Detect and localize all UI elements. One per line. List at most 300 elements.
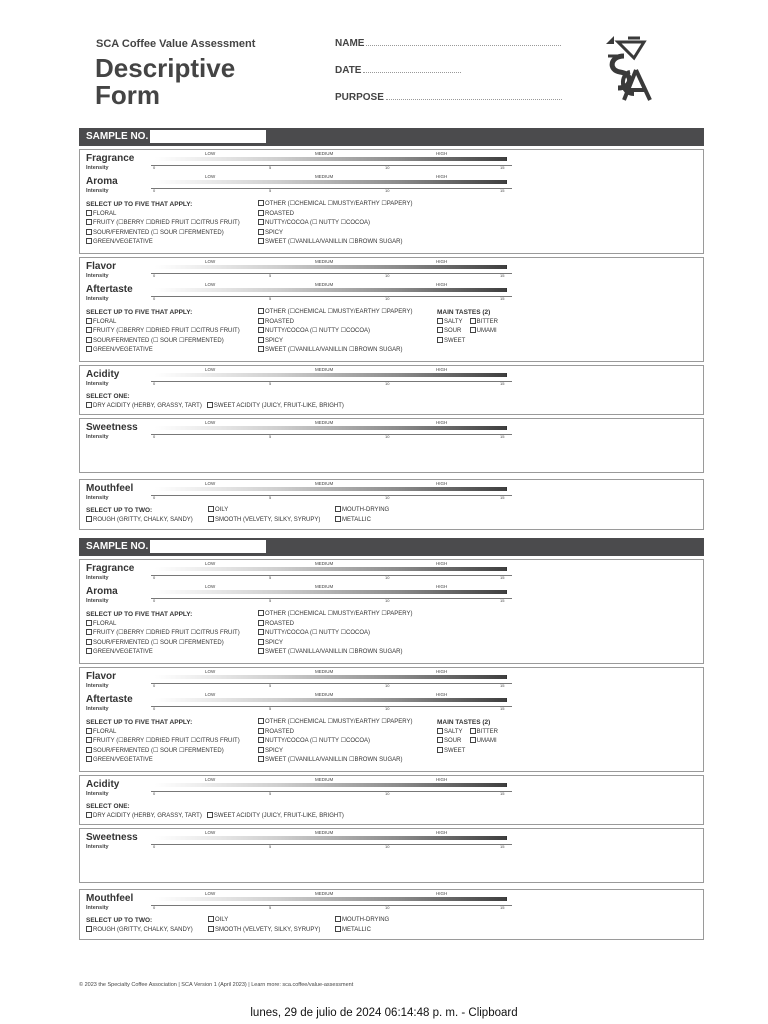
checkbox[interactable] — [258, 327, 264, 333]
descriptor-option[interactable] — [86, 318, 240, 328]
descriptor-label: ROASTED — [265, 318, 295, 325]
descriptor-option[interactable] — [258, 620, 413, 630]
checkbox[interactable] — [437, 337, 443, 343]
taste-label: SALTY — [444, 728, 463, 735]
scale-tick: 5 — [269, 683, 272, 688]
scale-tick: 10 — [385, 273, 390, 278]
scale-tick: 15 — [500, 296, 505, 301]
descriptor-option[interactable] — [86, 337, 240, 347]
descriptor-col-1 — [86, 308, 240, 356]
scale-tick: 5 — [269, 575, 272, 580]
scale-tick: 10 — [385, 165, 390, 170]
aroma-label: Aroma — [86, 586, 118, 597]
date-field[interactable] — [335, 65, 461, 76]
taste-label: UMAMI — [476, 328, 497, 334]
scale-medium-label: MEDIUM — [315, 420, 334, 425]
descriptor-option[interactable] — [258, 747, 413, 757]
descriptor-label: SPICY — [265, 229, 284, 236]
checkbox[interactable] — [86, 648, 92, 654]
mouthfeel-option[interactable] — [335, 516, 389, 526]
descriptor-option[interactable] — [86, 629, 240, 639]
intensity-gradient — [155, 590, 507, 594]
mouthfeel-option[interactable] — [335, 916, 389, 926]
descriptor-options — [86, 718, 698, 768]
descriptor-option[interactable] — [258, 639, 413, 649]
checkbox[interactable] — [208, 506, 214, 512]
descriptor-option[interactable] — [86, 620, 240, 630]
checkbox[interactable] — [437, 327, 443, 333]
mouthfeel-label: Mouthfeel — [86, 483, 134, 494]
descriptor-option[interactable] — [258, 756, 413, 766]
scale-tick: 5 — [269, 495, 272, 500]
scale-medium-label: MEDIUM — [315, 174, 334, 179]
mouthfeel-col-3 — [335, 916, 389, 935]
checkbox[interactable] — [86, 402, 92, 408]
checkbox[interactable] — [86, 620, 92, 626]
scale-tick: 15 — [500, 273, 505, 278]
scale-low-label: LOW — [205, 174, 216, 179]
scale-tick: 15 — [500, 598, 505, 603]
fragrance-intensity-scale[interactable] — [151, 151, 511, 173]
checkbox[interactable] — [258, 318, 264, 324]
intensity-gradient — [155, 373, 507, 377]
descriptor-label: SWEET (☐VANILLA/VANILLIN ☐BROWN SUGAR) — [265, 239, 403, 245]
checkbox[interactable] — [86, 737, 92, 743]
descriptor-option[interactable] — [86, 229, 240, 239]
mouthfeel-option[interactable] — [208, 916, 320, 926]
checkbox[interactable] — [437, 747, 443, 753]
descriptor-option[interactable] — [86, 639, 240, 649]
descriptor-label: FRUITY (☐BERRY ☐DRIED FRUIT ☐CITRUS FRUIT) — [93, 630, 240, 636]
scale-axis — [151, 434, 512, 435]
fragrance-label: Fragrance — [86, 153, 135, 164]
scale-tick: 5 — [269, 273, 272, 278]
descriptor-option[interactable] — [258, 728, 413, 738]
descriptor-option[interactable] — [86, 756, 240, 766]
flavor-intensity-scale[interactable] — [151, 259, 511, 281]
aftertaste-intensity-scale[interactable] — [151, 282, 511, 304]
scale-tick: 10 — [385, 706, 390, 711]
checkbox[interactable] — [86, 812, 92, 818]
aroma-row — [86, 583, 698, 606]
scale-low-label: LOW — [205, 692, 216, 697]
checkbox[interactable] — [335, 506, 341, 512]
scale-medium-label: MEDIUM — [315, 481, 334, 486]
checkbox[interactable] — [86, 238, 92, 244]
descriptor-col-1 — [86, 610, 240, 658]
checkbox[interactable] — [86, 219, 92, 225]
descriptor-label: SPICY — [265, 639, 284, 646]
scale-high-label: HIGH — [436, 891, 448, 896]
scale-axis — [151, 905, 512, 906]
checkbox[interactable] — [258, 718, 264, 724]
descriptor-label: OTHER (☐CHEMICAL ☐MUSTY/EARTHY ☐PAPERY) — [265, 719, 413, 725]
purpose-label: PURPOSE — [335, 92, 384, 103]
descriptor-heading: SELECT UP TO FIVE THAT APPLY: — [86, 309, 193, 316]
aroma-row — [86, 173, 698, 196]
aftertaste-intensity-scale[interactable] — [151, 692, 511, 714]
scale-tick: 15 — [500, 381, 505, 386]
scale-tick: 10 — [385, 575, 390, 580]
checkbox[interactable] — [470, 728, 476, 734]
checkbox[interactable] — [207, 402, 213, 408]
mouthfeel-label: SMOOTH (VELVETY, SILKY, SYRUPY) — [215, 516, 321, 523]
intensity-label: Intensity — [86, 273, 109, 279]
descriptor-label: SWEET (☐VANILLA/VANILLIN ☐BROWN SUGAR) — [265, 347, 403, 353]
main-tastes — [437, 308, 498, 346]
checkbox[interactable] — [258, 200, 264, 206]
checkbox[interactable] — [207, 812, 213, 818]
sweetness-intensity-scale[interactable] — [151, 420, 511, 442]
aroma-intensity-scale[interactable] — [151, 584, 511, 606]
aroma-intensity-scale[interactable] — [151, 174, 511, 196]
acidity-options — [86, 802, 698, 821]
scale-low-label: LOW — [205, 891, 216, 896]
checkbox[interactable] — [258, 346, 264, 352]
scale-tick: 15 — [500, 495, 505, 500]
checkbox[interactable] — [258, 610, 264, 616]
descriptor-option[interactable] — [258, 238, 413, 248]
name-field[interactable] — [335, 38, 561, 49]
descriptor-label: NUTTY/COCOA (☐ NUTTY ☐COCOA) — [265, 630, 370, 636]
form-footer: © 2023 the Specialty Coffee Association | SCA Version 1 (April 2023) | Learn more: sca.coffee/value-assessment — [79, 982, 354, 988]
scale-tick: 10 — [385, 905, 390, 910]
scale-high-label: HIGH — [436, 830, 448, 835]
checkbox[interactable] — [86, 210, 92, 216]
checkbox[interactable] — [470, 737, 476, 743]
checkbox[interactable] — [86, 756, 92, 762]
checkbox[interactable] — [335, 516, 341, 522]
checkbox[interactable] — [335, 916, 341, 922]
fragrance-row — [86, 150, 698, 173]
intensity-gradient — [155, 836, 507, 840]
mouthfeel-option[interactable] — [335, 926, 389, 936]
taste-label: BITTER — [476, 728, 499, 735]
checkbox[interactable] — [208, 916, 214, 922]
checkbox[interactable] — [258, 238, 264, 244]
scale-low-label: LOW — [205, 481, 216, 486]
checkbox[interactable] — [335, 926, 341, 932]
checkbox[interactable] — [258, 648, 264, 654]
scale-high-label: HIGH — [436, 259, 448, 264]
intensity-label: Intensity — [86, 188, 109, 194]
acidity-sweet-label: SWEET ACIDITY (JUICY, FRUIT-LIKE, BRIGHT) — [213, 402, 344, 409]
checkbox[interactable] — [86, 516, 92, 522]
mouthfeel-option[interactable] — [208, 516, 320, 526]
scale-axis — [151, 188, 512, 189]
descriptor-label: FRUITY (☐BERRY ☐DRIED FRUIT ☐CITRUS FRUIT) — [93, 328, 240, 334]
descriptor-heading: SELECT UP TO FIVE THAT APPLY: — [86, 611, 193, 618]
taste-label: SOUR — [444, 738, 462, 744]
descriptor-option[interactable] — [86, 346, 240, 356]
main-taste-row — [437, 327, 498, 337]
scale-medium-label: MEDIUM — [315, 692, 334, 697]
scale-low-label: LOW — [205, 830, 216, 835]
fragrance-intensity-scale[interactable] — [151, 561, 511, 583]
scale-tick: 5 — [269, 598, 272, 603]
descriptor-label: SWEET (☐VANILLA/VANILLIN ☐BROWN SUGAR) — [265, 757, 403, 763]
scale-tick: 15 — [500, 706, 505, 711]
scale-tick: 5 — [269, 434, 272, 439]
intensity-label: Intensity — [86, 706, 109, 712]
mouthfeel-option[interactable] — [86, 516, 193, 526]
descriptor-label: NUTTY/COCOA (☐ NUTTY ☐COCOA) — [265, 328, 370, 334]
sweetness-label: Sweetness — [86, 422, 138, 433]
mouthfeel-option[interactable] — [208, 506, 320, 516]
scale-medium-label: MEDIUM — [315, 891, 334, 896]
checkbox[interactable] — [258, 337, 264, 343]
checkbox[interactable] — [258, 756, 264, 762]
checkbox[interactable] — [258, 620, 264, 626]
checkbox[interactable] — [258, 639, 264, 645]
checkbox[interactable] — [258, 629, 264, 635]
scale-tick: 0 — [153, 188, 156, 193]
checkbox[interactable] — [86, 728, 92, 734]
descriptor-label: GREEN/VEGETATIVE — [93, 347, 153, 353]
checkbox[interactable] — [437, 737, 443, 743]
checkbox[interactable] — [258, 728, 264, 734]
descriptor-option[interactable] — [86, 219, 240, 229]
checkbox[interactable] — [258, 747, 264, 753]
scale-axis — [151, 575, 512, 576]
main-tastes-heading: MAIN TASTES (2) — [437, 309, 491, 316]
scale-tick: 5 — [269, 844, 272, 849]
descriptor-label: ROASTED — [265, 620, 295, 627]
descriptor-option[interactable] — [258, 200, 413, 210]
descriptor-option[interactable] — [258, 346, 413, 356]
checkbox[interactable] — [258, 229, 264, 235]
scale-tick: 0 — [153, 844, 156, 849]
scale-tick: 10 — [385, 296, 390, 301]
descriptor-label: GREEN/VEGETATIVE — [93, 757, 153, 763]
scale-high-label: HIGH — [436, 420, 448, 425]
descriptor-label: SOUR/FERMENTED (☐ SOUR ☐FERMENTED) — [93, 229, 224, 236]
intensity-gradient — [155, 426, 507, 430]
sca-logo — [600, 34, 664, 102]
main-tastes — [437, 718, 498, 756]
descriptor-label: OTHER (☐CHEMICAL ☐MUSTY/EARTHY ☐PAPERY) — [265, 309, 413, 315]
scale-tick: 0 — [153, 575, 156, 580]
flavor-label: Flavor — [86, 671, 117, 682]
checkbox[interactable] — [86, 327, 92, 333]
descriptor-col-2 — [258, 610, 413, 658]
descriptor-label: SPICY — [265, 747, 284, 754]
checkbox[interactable] — [258, 210, 264, 216]
checkbox[interactable] — [437, 728, 443, 734]
intensity-label: Intensity — [86, 683, 109, 689]
acidity-intensity-scale[interactable] — [151, 777, 511, 799]
mouthfeel-intensity-scale[interactable] — [151, 481, 511, 503]
descriptor-label: SPICY — [265, 337, 284, 344]
scale-tick: 10 — [385, 598, 390, 603]
mouthfeel-option[interactable] — [86, 926, 193, 936]
fragrance-aroma-section — [79, 559, 704, 664]
scale-tick: 15 — [500, 905, 505, 910]
form-header — [79, 0, 704, 128]
intensity-label: Intensity — [86, 296, 109, 302]
checkbox[interactable] — [86, 639, 92, 645]
flavor-intensity-scale[interactable] — [151, 669, 511, 691]
purpose-field[interactable] — [335, 92, 562, 103]
flavor-aftertaste-section — [79, 257, 704, 362]
checkbox[interactable] — [86, 747, 92, 753]
mouthfeel-intensity-scale[interactable] — [151, 891, 511, 913]
sample-block-1 — [79, 128, 704, 530]
checkbox[interactable] — [437, 318, 443, 324]
scale-tick: 5 — [269, 188, 272, 193]
taste-label: SWEET — [444, 337, 466, 344]
scale-tick: 5 — [269, 381, 272, 386]
checkbox[interactable] — [208, 926, 214, 932]
checkbox[interactable] — [86, 346, 92, 352]
descriptor-option[interactable] — [258, 648, 413, 658]
descriptor-option[interactable] — [86, 648, 240, 658]
main-taste-row — [437, 737, 498, 747]
descriptor-option[interactable] — [258, 308, 413, 318]
descriptor-option[interactable] — [258, 327, 413, 337]
mouthfeel-option[interactable] — [335, 506, 389, 516]
checkbox[interactable] — [86, 629, 92, 635]
checkbox[interactable] — [470, 318, 476, 324]
descriptor-option[interactable] — [258, 718, 413, 728]
scale-tick: 10 — [385, 683, 390, 688]
intensity-label: Intensity — [86, 575, 109, 581]
descriptor-label: SOUR/FERMENTED (☐ SOUR ☐FERMENTED) — [93, 639, 224, 646]
taste-label: SALTY — [444, 318, 463, 325]
mouthfeel-col-1 — [86, 916, 193, 935]
scale-axis — [151, 273, 512, 274]
mouthfeel-row — [86, 480, 698, 503]
sample-number-label: SAMPLE NO. — [86, 541, 149, 552]
acidity-choice-row — [86, 402, 698, 412]
scale-axis — [151, 844, 512, 845]
sample-number-input[interactable] — [150, 130, 266, 143]
mouthfeel-col-3 — [335, 506, 389, 525]
checkbox[interactable] — [258, 219, 264, 225]
sample-number-input[interactable] — [150, 540, 266, 553]
descriptor-label: OTHER (☐CHEMICAL ☐MUSTY/EARTHY ☐PAPERY) — [265, 201, 413, 207]
scale-low-label: LOW — [205, 282, 216, 287]
acidity-label: Acidity — [86, 779, 120, 790]
scale-high-label: HIGH — [436, 282, 448, 287]
flavor-label: Flavor — [86, 261, 117, 272]
name-label: NAME — [335, 38, 365, 49]
scale-tick: 5 — [269, 791, 272, 796]
checkbox[interactable] — [258, 308, 264, 314]
intensity-label: Intensity — [86, 381, 109, 387]
scale-high-label: HIGH — [436, 669, 448, 674]
descriptor-option[interactable] — [86, 737, 240, 747]
descriptor-option[interactable] — [258, 610, 413, 620]
scale-tick: 10 — [385, 381, 390, 386]
scale-tick: 15 — [500, 791, 505, 796]
descriptor-option[interactable] — [86, 728, 240, 738]
descriptor-option[interactable] — [86, 327, 240, 337]
date-label: DATE — [335, 65, 362, 76]
sweetness-intensity-scale[interactable] — [151, 830, 511, 852]
descriptor-option[interactable] — [258, 337, 413, 347]
form-title: Descriptive Form — [95, 53, 236, 110]
descriptor-option[interactable] — [258, 219, 413, 229]
clipboard-caption: lunes, 29 de julio de 2024 06:14:48 p. m. - Clipboard — [250, 1007, 518, 1019]
acidity-dry-label: DRY ACIDITY (HERBY, GRASSY, TART) — [93, 812, 202, 819]
checkbox[interactable] — [470, 327, 476, 333]
descriptor-col-1 — [86, 200, 240, 248]
mouthfeel-section — [79, 479, 704, 530]
mouthfeel-section — [79, 889, 704, 940]
scale-low-label: LOW — [205, 420, 216, 425]
intensity-label: Intensity — [86, 844, 109, 850]
scale-tick: 10 — [385, 434, 390, 439]
taste-label: BITTER — [476, 318, 499, 325]
descriptor-option[interactable] — [258, 318, 413, 328]
intensity-label: Intensity — [86, 905, 109, 911]
main-taste-row — [437, 747, 498, 757]
scale-low-label: LOW — [205, 561, 216, 566]
descriptor-option[interactable] — [258, 229, 413, 239]
scale-medium-label: MEDIUM — [315, 367, 334, 372]
checkbox[interactable] — [208, 516, 214, 522]
scale-high-label: HIGH — [436, 151, 448, 156]
scale-low-label: LOW — [205, 584, 216, 589]
acidity-options — [86, 392, 698, 411]
sweetness-section — [79, 828, 704, 883]
fragrance-row — [86, 560, 698, 583]
descriptor-label: FRUITY (☐BERRY ☐DRIED FRUIT ☐CITRUS FRUIT) — [93, 220, 240, 226]
intensity-gradient — [155, 698, 507, 702]
sweetness-row — [86, 419, 698, 442]
descriptor-label: FLORAL — [93, 620, 117, 627]
mouthfeel-label: ROUGH (GRITTY, CHALKY, SANDY) — [93, 926, 193, 933]
descriptor-label: NUTTY/COCOA (☐ NUTTY ☐COCOA) — [265, 220, 370, 226]
checkbox[interactable] — [86, 926, 92, 932]
taste-label: UMAMI — [476, 738, 497, 744]
descriptor-col-1 — [86, 718, 240, 766]
descriptor-option[interactable] — [258, 629, 413, 639]
sample-number-label: SAMPLE NO. — [86, 131, 149, 142]
checkbox[interactable] — [86, 229, 92, 235]
checkbox[interactable] — [258, 737, 264, 743]
scale-tick: 5 — [269, 706, 272, 711]
descriptor-option[interactable] — [86, 747, 240, 757]
descriptor-label: GREEN/VEGETATIVE — [93, 239, 153, 245]
scale-axis — [151, 495, 512, 496]
intensity-gradient — [155, 567, 507, 571]
checkbox[interactable] — [86, 337, 92, 343]
mouthfeel-option[interactable] — [208, 926, 320, 936]
intensity-label: Intensity — [86, 165, 109, 171]
descriptor-option[interactable] — [258, 210, 413, 220]
sample-number-bar — [79, 128, 704, 146]
descriptor-option[interactable] — [86, 238, 240, 248]
sample-number-bar — [79, 538, 704, 556]
aroma-label: Aroma — [86, 176, 118, 187]
intensity-gradient — [155, 157, 507, 161]
mouthfeel-label: Mouthfeel — [86, 893, 134, 904]
descriptor-label: ROASTED — [265, 728, 295, 735]
descriptor-label: ROASTED — [265, 210, 295, 217]
descriptor-option[interactable] — [258, 737, 413, 747]
aftertaste-label: Aftertaste — [86, 694, 133, 705]
scale-tick: 15 — [500, 434, 505, 439]
descriptor-option[interactable] — [86, 210, 240, 220]
main-tastes-heading: MAIN TASTES (2) — [437, 719, 491, 726]
acidity-intensity-scale[interactable] — [151, 367, 511, 389]
scale-axis — [151, 791, 512, 792]
descriptor-label: FLORAL — [93, 210, 117, 217]
descriptor-options — [86, 200, 698, 250]
checkbox[interactable] — [86, 318, 92, 324]
